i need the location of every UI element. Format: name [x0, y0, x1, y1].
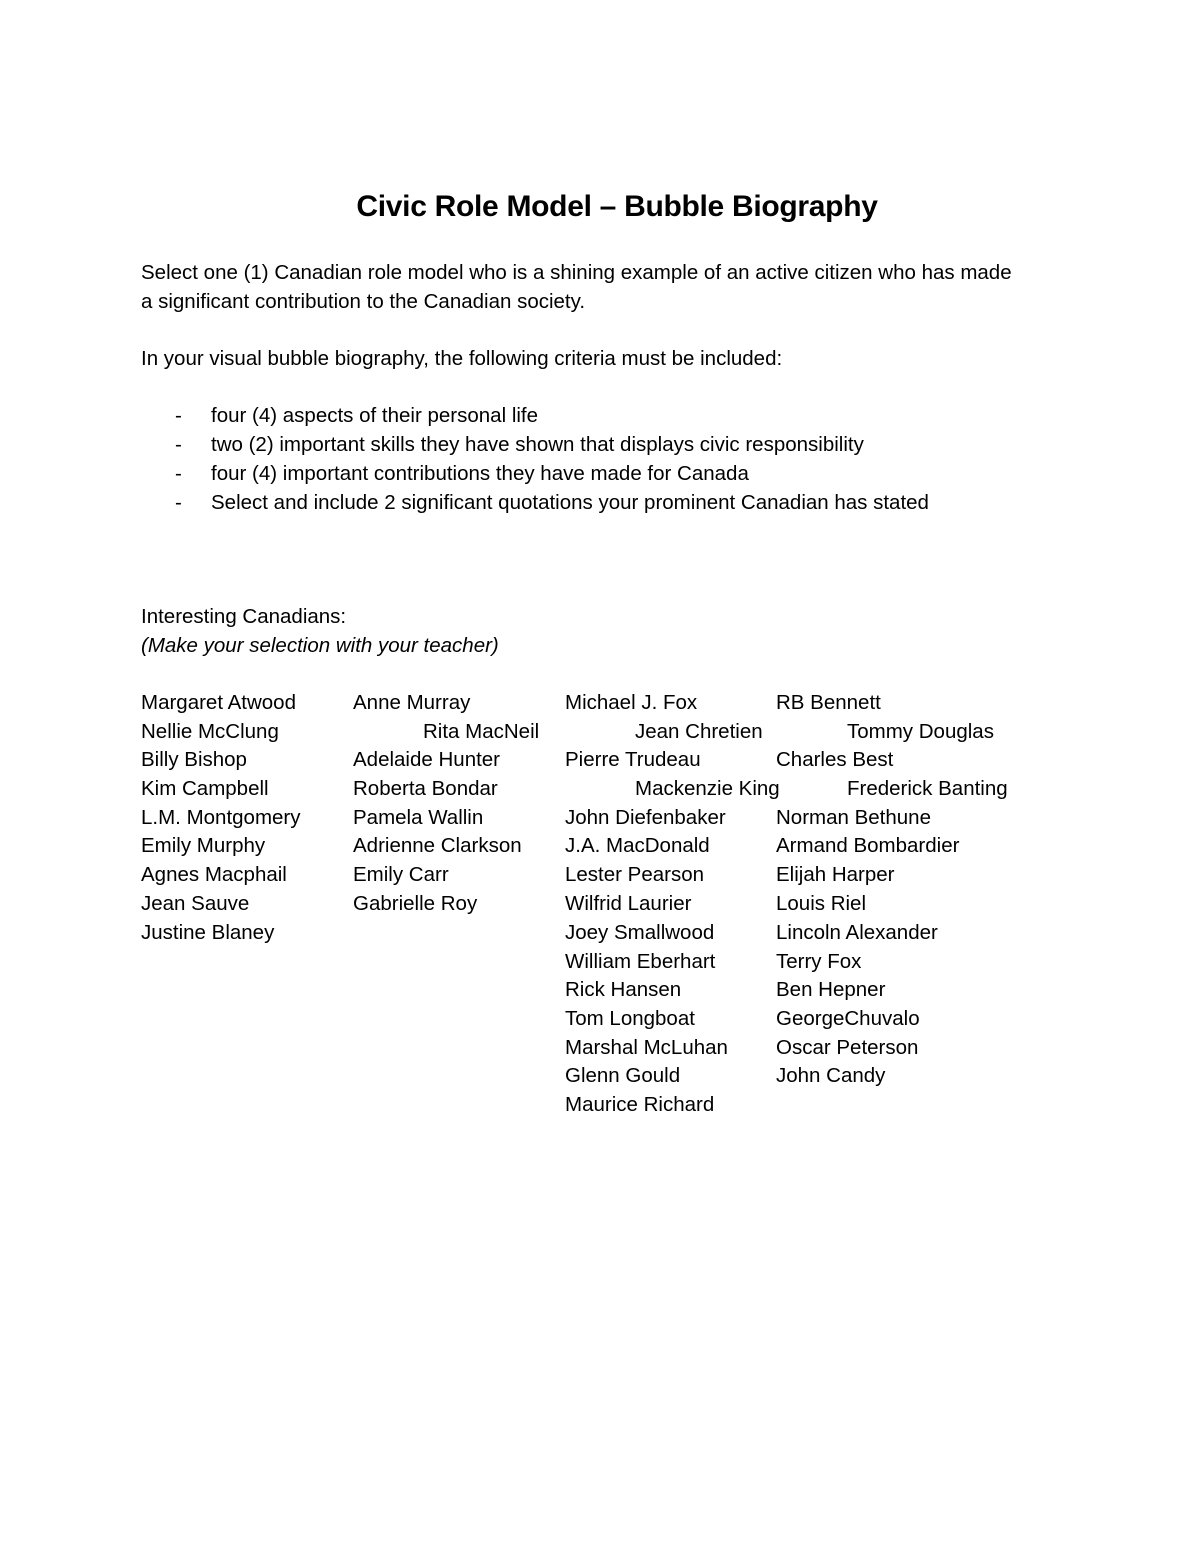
name-item: Lester Pearson: [565, 863, 705, 886]
list-dash: -: [175, 433, 182, 456]
criteria-item-text: two (2) important skills they have shown that displays civic responsibility: [211, 433, 864, 456]
list-dash: -: [175, 491, 182, 514]
criteria-item: [141, 488, 929, 517]
name-item: Ben Hepner: [776, 978, 886, 1001]
name-item: John Candy: [776, 1064, 886, 1087]
name-item: Rita MacNeil: [423, 720, 540, 743]
criteria-item-text: Select and include 2 significant quotations your prominent Canadian has stated: [211, 491, 929, 514]
list-dash: -: [175, 404, 182, 427]
criteria-item-text: four (4) aspects of their personal life: [211, 404, 539, 427]
name-item: Jean Sauve: [141, 892, 250, 915]
name-item: Jean Chretien: [635, 720, 763, 743]
name-item: Billy Bishop: [141, 748, 247, 771]
name-item: Oscar Peterson: [776, 1036, 919, 1059]
name-item: Tommy Douglas: [847, 720, 994, 743]
name-item: Pierre Trudeau: [565, 748, 701, 771]
name-item: Nellie McClung: [141, 720, 279, 743]
name-item: Mackenzie King: [635, 777, 780, 800]
name-item: Armand Bombardier: [776, 834, 960, 857]
name-item: Pamela Wallin: [353, 806, 484, 829]
name-item: Gabrielle Roy: [353, 892, 478, 915]
name-item: Margaret Atwood: [141, 691, 296, 714]
criteria-item: [141, 430, 929, 459]
name-item: Charles Best: [776, 748, 894, 771]
name-item: Adrienne Clarkson: [353, 834, 522, 857]
criteria-item-text: four (4) important contributions they have made for Canada: [211, 462, 749, 485]
name-item: Justine Blaney: [141, 921, 275, 944]
criteria-item: [141, 459, 929, 488]
name-item: Wilfrid Laurier: [565, 892, 692, 915]
name-item: Frederick Banting: [847, 777, 1008, 800]
criteria-item: [141, 401, 929, 430]
name-item: Adelaide Hunter: [353, 748, 501, 771]
name-item: Louis Riel: [776, 892, 867, 915]
name-item: RB Bennett: [776, 691, 881, 714]
name-item: GeorgeChuvalo: [776, 1007, 920, 1030]
name-item: Marshal McLuhan: [565, 1036, 728, 1059]
name-item: Anne Murray: [353, 691, 471, 714]
name-item: Norman Bethune: [776, 806, 931, 829]
name-item: Roberta Bondar: [353, 777, 498, 800]
criteria-lead: In your visual bubble biography, the following criteria must be included:: [141, 347, 783, 370]
name-item: Lincoln Alexander: [776, 921, 938, 944]
name-item: Michael J. Fox: [565, 691, 698, 714]
page-title: Civic Role Model – Bubble Biography: [356, 190, 878, 223]
list-dash: -: [175, 462, 182, 485]
canadians-note: (Make your selection with your teacher): [141, 634, 499, 657]
name-item: Tom Longboat: [565, 1007, 695, 1030]
name-item: Terry Fox: [776, 950, 862, 973]
name-item: John Diefenbaker: [565, 806, 726, 829]
name-item: Emily Murphy: [141, 834, 266, 857]
name-item: Rick Hansen: [565, 978, 682, 1001]
intro-line-2: a significant contribution to the Canadian society.: [141, 290, 586, 313]
criteria-list: [141, 401, 929, 517]
name-item: Kim Campbell: [141, 777, 269, 800]
intro-line-1: Select one (1) Canadian role model who is a shining example of an active citizen who has made: [141, 261, 1012, 284]
name-item: L.M. Montgomery: [141, 806, 301, 829]
intro-paragraph: [141, 258, 1081, 316]
name-item: Glenn Gould: [565, 1064, 681, 1087]
name-item: Joey Smallwood: [565, 921, 715, 944]
name-item: Elijah Harper: [776, 863, 895, 886]
name-item: J.A. MacDonald: [565, 834, 710, 857]
name-item: William Eberhart: [565, 950, 716, 973]
name-item: Maurice Richard: [565, 1093, 715, 1116]
canadians-heading: Interesting Canadians:: [141, 605, 347, 628]
name-item: Emily Carr: [353, 863, 449, 886]
name-item: Agnes Macphail: [141, 863, 287, 886]
